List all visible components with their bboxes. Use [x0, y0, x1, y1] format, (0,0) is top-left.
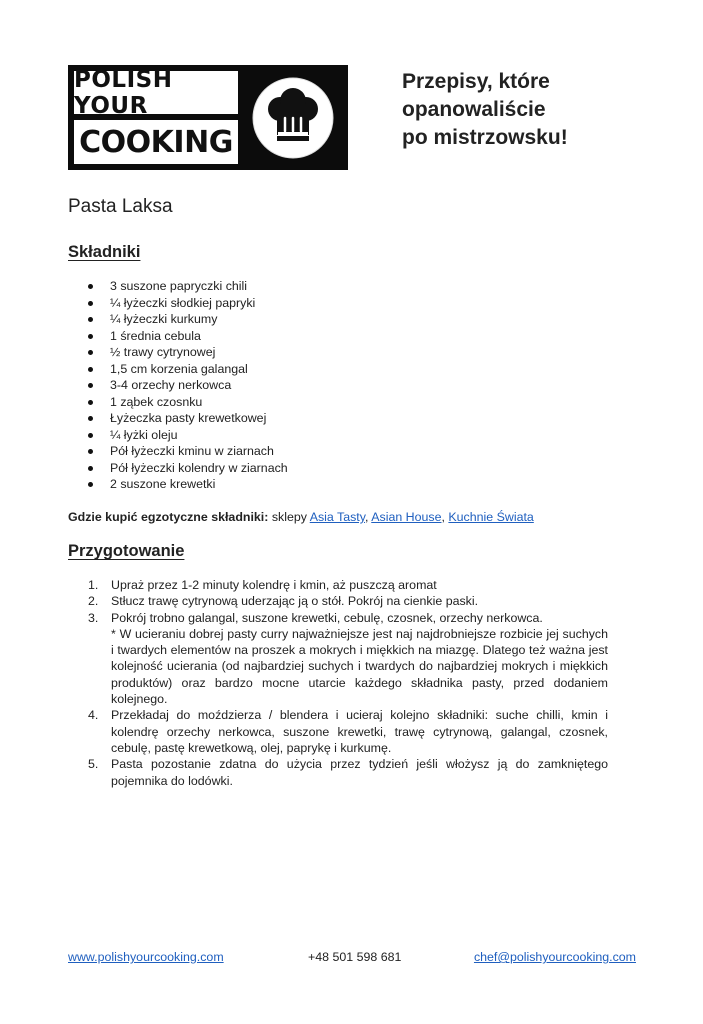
ingredient-item: 1,5 cm korzenia galangal: [68, 361, 288, 378]
ingredients-heading: Składniki: [68, 243, 141, 261]
ingredient-item: 3-4 orzechy nerkowca: [68, 377, 288, 394]
tagline-line: opanowaliście: [402, 98, 546, 121]
step-text: Stłucz trawę cytrynową uderzając ją o stół. Pokrój na cienkie paski.: [111, 594, 479, 609]
step-text: Przekładaj do moździerza / blendera i ucieraj kolejno składniki: suche chilli, kmin i kolendrę orzechy nerkowca, suszone krewetki, trawę cytrynową, galangal, czosnek, cebulę, pastę krewetkową, olej, paprykę i kurkumę.: [111, 708, 608, 755]
ingredient-item: 1 średnia cebula: [68, 328, 288, 345]
logo-line2: COOKING: [74, 120, 238, 164]
shop-link-asia-tasty[interactable]: Asia Tasty: [309, 510, 366, 524]
email-link[interactable]: chef@polishyourcooking.com: [473, 950, 636, 964]
ingredients-list: [68, 278, 288, 493]
chef-hat-icon: [250, 75, 336, 161]
ingredient-item: Pół łyżeczki kminu w ziarnach: [68, 443, 288, 460]
where-text: sklepy: [268, 510, 310, 524]
shop-link-kuchnie-swiata[interactable]: Kuchnie Świata: [448, 510, 534, 524]
step-item: [68, 593, 608, 609]
phone-number: +48 501 598 681: [308, 950, 402, 964]
ingredient-item: 2 suszone krewetki: [68, 476, 288, 493]
where-to-buy: [68, 510, 534, 524]
step-number: 5.: [88, 757, 99, 772]
step-text: Pasta pozostanie zdatna do użycia przez tydzień jeśli włożysz ją do zamkniętego pojemnika do lodówki.: [111, 757, 608, 788]
where-label: Gdzie kupić egzotyczne składniki:: [68, 510, 269, 524]
step-item: [68, 610, 608, 708]
steps-list: [68, 577, 608, 789]
shop-link-asian-house[interactable]: Asian House: [371, 510, 442, 524]
step-note: * W ucieraniu dobrej pasty curry najważniejsze jest naj najdrobniejsze rozbicie jej suchych i twardych elementów na proszek a mokrych i miękkich na miazgę. Dlatego też ważna jest kolejność ucierania (od najbardziej suchych i twardych do najbardziej mokrych i miękkich produktów) oraz bardzo mocne utarcie każdego składnika pasty, przed dodaniem kolejnego.: [111, 626, 608, 707]
ingredient-item: 1 ząbek czosnku: [68, 394, 288, 411]
ingredient-item: ¼ łyżki oleju: [68, 427, 288, 444]
step-item: [68, 577, 608, 593]
ingredient-item: 3 suszone papryczki chili: [68, 278, 288, 295]
step-text: Pokrój trobno galangal, suszone krewetki, cebulę, czosnek, orzechy nerkowca.: [111, 610, 543, 625]
step-number: 4.: [88, 708, 99, 723]
separator: ,: [441, 510, 449, 524]
ingredient-item: ¼ łyżeczki kurkumy: [68, 311, 288, 328]
tagline: [402, 68, 682, 152]
logo: [68, 65, 348, 170]
ingredient-item: Pół łyżeczki kolendry w ziarnach: [68, 460, 288, 477]
ingredient-item: ½ trawy cytrynowej: [68, 344, 288, 361]
ingredient-item: Łyżeczka pasty krewetkowej: [68, 410, 288, 427]
separator: ,: [365, 510, 372, 524]
logo-line1: POLISH YOUR: [74, 71, 238, 114]
step-number: 3.: [88, 610, 99, 625]
step-item: [68, 707, 608, 756]
footer: [68, 950, 636, 966]
step-item: [68, 756, 608, 789]
tagline-line: Przepisy, które: [402, 70, 550, 93]
step-text: Upraż przez 1-2 minuty kolendrę i kmin, aż puszczą aromat: [111, 578, 437, 592]
website-link[interactable]: www.polishyourcooking.com: [68, 950, 224, 964]
ingredient-item: ¼ łyżeczki słodkiej papryki: [68, 295, 288, 312]
step-number: 1.: [88, 578, 99, 592]
tagline-line: po mistrzowsku!: [402, 126, 568, 149]
step-number: 2.: [88, 594, 99, 609]
preparation-heading: Przygotowanie: [68, 542, 185, 560]
recipe-title: Pasta Laksa: [68, 196, 173, 217]
